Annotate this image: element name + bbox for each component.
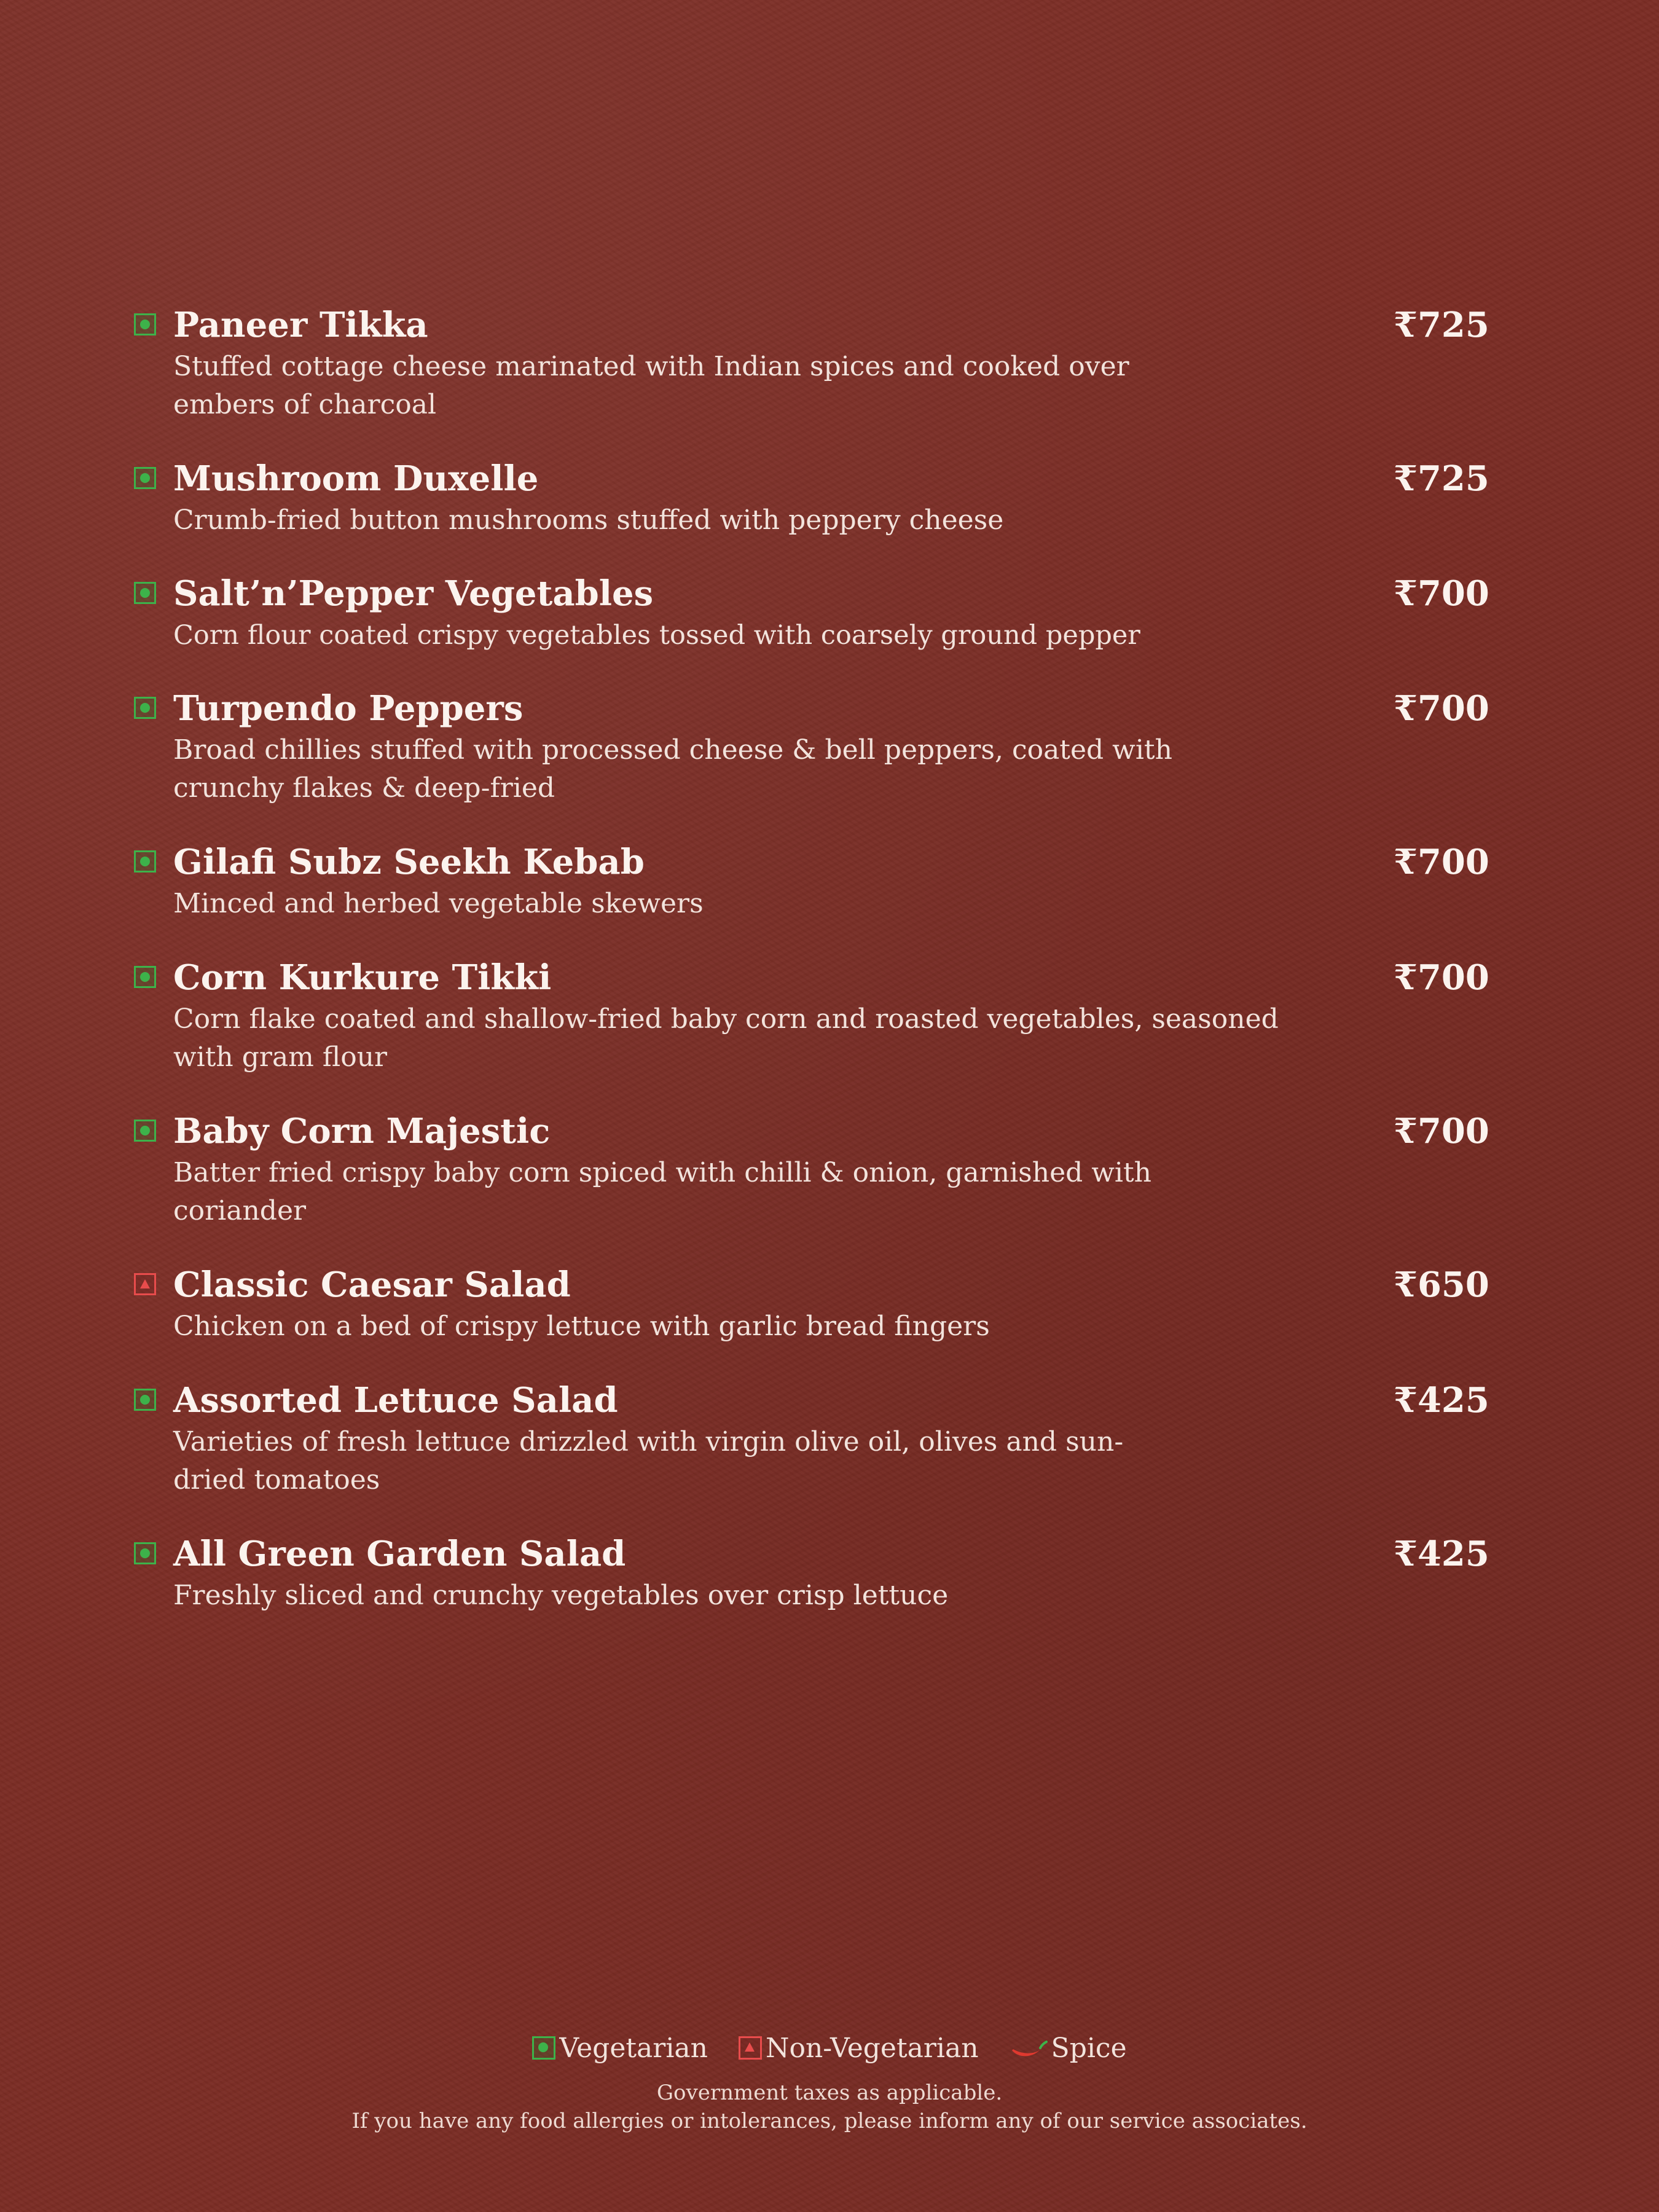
- legend-spice: [1010, 2033, 1127, 2064]
- item-description: Minced and herbed vegetable skewers: [173, 888, 704, 919]
- item-description: Crumb-fried button mushrooms stuffed with peppery cheese: [173, 504, 1004, 536]
- item-name: Turpendo Peppers: [173, 688, 524, 729]
- vegetarian-icon: [134, 1389, 156, 1411]
- item-name: Baby Corn Majestic: [173, 1111, 551, 1151]
- item-name: Gilafi Subz Seekh Kebab: [173, 842, 645, 882]
- non-vegetarian-icon: [134, 1273, 156, 1295]
- non-vegetarian-icon: [739, 2036, 762, 2060]
- item-name: Salt’n’Pepper Vegetables: [173, 573, 654, 614]
- item-description: Chicken on a bed of crispy lettuce with garlic bread fingers: [173, 1311, 990, 1342]
- legend-spice-label: Spice: [1051, 2033, 1127, 2064]
- legend-vegetarian-label: Vegetarian: [559, 2033, 708, 2064]
- item-price: ₹725: [1394, 305, 1489, 345]
- item-price: ₹700: [1394, 573, 1489, 614]
- vegetarian-icon: [134, 850, 156, 873]
- vegetarian-icon: [134, 1120, 156, 1142]
- allergy-note: If you have any food allergies or intolerances, please inform any of our service associates.: [351, 2109, 1308, 2133]
- item-description: Broad chillies stuffed with processed cheese & bell peppers, coated with crunchy flakes & deep-fried: [173, 734, 1172, 804]
- item-price: ₹700: [1394, 957, 1489, 998]
- item-name: Paneer Tikka: [173, 305, 428, 345]
- item-price: ₹425: [1394, 1380, 1489, 1421]
- vegetarian-icon: [532, 2036, 555, 2060]
- item-price: ₹725: [1394, 458, 1489, 499]
- item-price: ₹700: [1394, 842, 1489, 882]
- legend-non-vegetarian-label: Non-Vegetarian: [765, 2033, 979, 2064]
- chili-icon: [1010, 2038, 1048, 2063]
- item-description: Corn flour coated crispy vegetables tossed with coarsely ground pepper: [173, 620, 1140, 651]
- item-name: Assorted Lettuce Salad: [173, 1380, 618, 1421]
- item-price: ₹425: [1394, 1534, 1489, 1574]
- item-name: Corn Kurkure Tikki: [173, 957, 552, 998]
- item-price: ₹700: [1394, 688, 1489, 729]
- vegetarian-icon: [134, 1542, 156, 1564]
- item-description: Freshly sliced and crunchy vegetables over crisp lettuce: [173, 1580, 949, 1611]
- vegetarian-icon: [134, 313, 156, 335]
- item-name: All Green Garden Salad: [173, 1534, 626, 1574]
- vegetarian-icon: [134, 697, 156, 719]
- vegetarian-icon: [134, 582, 156, 604]
- item-description: Batter fried crispy baby corn spiced with chilli & onion, garnished with coriander: [173, 1157, 1152, 1226]
- item-description: Corn flake coated and shallow-fried baby corn and roasted vegetables, seasoned with gram flour: [173, 1003, 1279, 1073]
- vegetarian-icon: [134, 467, 156, 489]
- item-price: ₹650: [1394, 1265, 1489, 1305]
- legend-vegetarian: [532, 2033, 708, 2064]
- item-name: Classic Caesar Salad: [173, 1265, 571, 1305]
- item-description: Stuffed cottage cheese marinated with Indian spices and cooked over embers of charcoal: [173, 351, 1129, 420]
- legend-non-vegetarian: [739, 2033, 979, 2064]
- taxes-note: Government taxes as applicable.: [656, 2081, 1003, 2105]
- item-name: Mushroom Duxelle: [173, 458, 539, 499]
- item-price: ₹700: [1394, 1111, 1489, 1151]
- item-description: Varieties of fresh lettuce drizzled with virgin olive oil, olives and sun-dried tomatoes: [173, 1426, 1124, 1496]
- vegetarian-icon: [134, 966, 156, 988]
- legend: [0, 2031, 1659, 2064]
